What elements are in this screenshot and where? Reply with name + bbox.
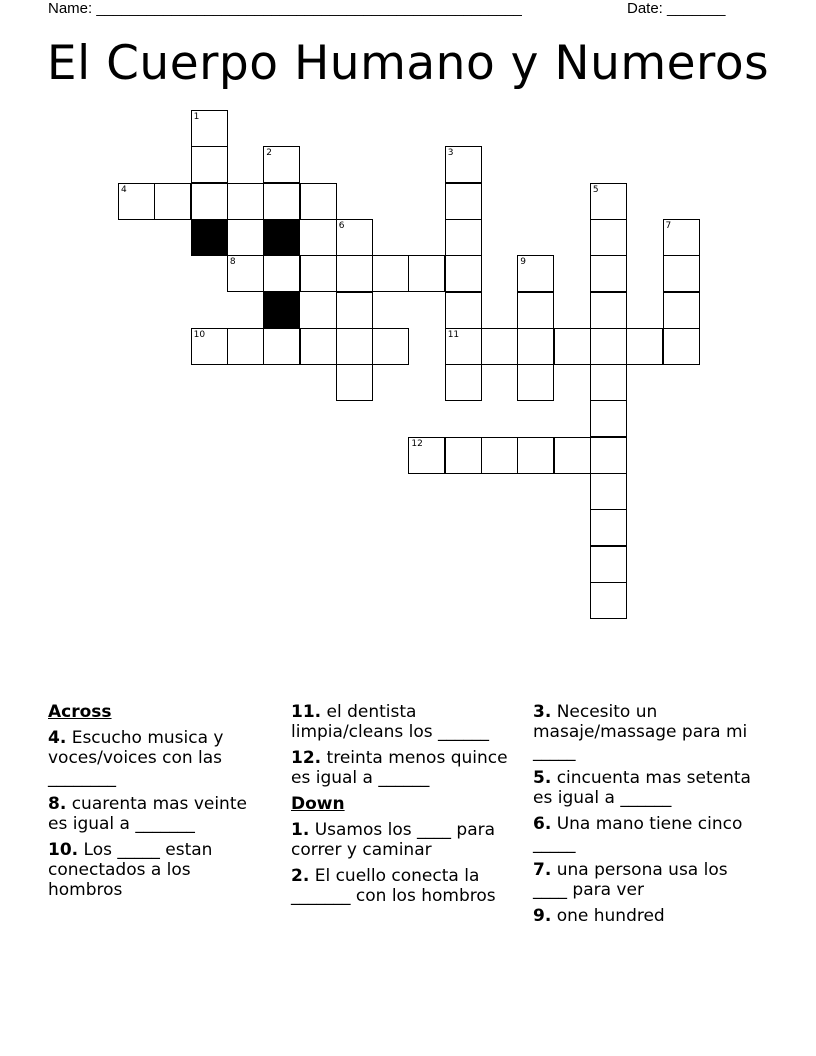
down-clue-5 [533, 768, 763, 808]
grid-cell[interactable] [663, 255, 700, 292]
grid-cell[interactable] [590, 292, 627, 329]
grid-cell[interactable] [481, 437, 518, 474]
grid-cell[interactable] [191, 146, 228, 183]
down-clue-6 [533, 814, 763, 854]
clue-number: 1. [291, 820, 310, 840]
grid-cell[interactable] [590, 219, 627, 256]
grid-cell[interactable] [336, 364, 373, 401]
grid-cell[interactable] [554, 437, 591, 474]
grid-cell[interactable] [590, 546, 627, 583]
grid-cell[interactable] [336, 292, 373, 329]
clue-column-1 [48, 702, 268, 906]
clue-number: 5. [533, 768, 552, 788]
clue-number-label: 7 [665, 220, 672, 231]
grid-cell[interactable] [263, 183, 300, 220]
grid-cell[interactable] [227, 328, 264, 365]
grid-cell[interactable] [372, 328, 409, 365]
down-clue-9 [533, 906, 763, 926]
grid-cell[interactable] [517, 437, 554, 474]
grid-cell[interactable] [445, 219, 482, 256]
clue-number: 11. [291, 702, 322, 722]
grid-cell[interactable] [191, 183, 228, 220]
grid-cell[interactable] [626, 328, 663, 365]
grid-cell-black [191, 219, 228, 256]
grid-cell[interactable] [517, 328, 554, 365]
clue-column-2 [291, 702, 531, 912]
clue-number-label: 10 [193, 329, 206, 340]
puzzle-title: El Cuerpo Humano y Numeros [46, 36, 770, 91]
down-clue-1 [291, 820, 531, 860]
name-field-line: Name: ___________________________________________________ [48, 0, 522, 17]
across-heading: Across [48, 702, 112, 722]
clue-number-label: 11 [447, 329, 460, 340]
clue-text: el dentista limpia/cleans los ______ [291, 702, 490, 742]
clue-text: cincuenta mas setenta es igual a ______ [533, 768, 751, 808]
grid-cell[interactable] [263, 146, 300, 183]
grid-cell[interactable] [554, 328, 591, 365]
grid-cell[interactable] [227, 183, 264, 220]
grid-cell[interactable] [263, 328, 300, 365]
clue-text: Los _____ estan conectados a los hombros [48, 840, 213, 900]
grid-cell[interactable] [590, 437, 627, 474]
grid-cell[interactable] [336, 219, 373, 256]
grid-cell-black [263, 292, 300, 329]
clue-number: 12. [291, 748, 322, 768]
clue-column-3 [533, 702, 763, 932]
across-clue-10 [48, 840, 268, 900]
clue-text: Usamos los ____ para correr y caminar [291, 820, 496, 860]
grid-cell[interactable] [590, 400, 627, 437]
grid-cell[interactable] [154, 183, 191, 220]
clue-number-label: 2 [266, 148, 272, 159]
grid-cell[interactable] [227, 255, 264, 292]
clue-number-label: 1 [193, 112, 200, 122]
clue-text: El cuello conecta la _______ con los hombros [291, 866, 496, 906]
date-field-line: Date: _______ [627, 0, 726, 17]
grid-cell[interactable] [263, 255, 300, 292]
grid-cell[interactable] [372, 255, 409, 292]
grid-cell[interactable] [590, 183, 627, 220]
across-clue-8 [48, 794, 268, 834]
grid-cell[interactable] [663, 328, 700, 365]
clue-number: 8. [48, 794, 67, 814]
grid-cell[interactable] [191, 328, 228, 365]
grid-cell[interactable] [445, 364, 482, 401]
down-clue-2 [291, 866, 531, 906]
grid-cell[interactable] [118, 183, 155, 220]
clue-text: una persona usa los ____ para ver [533, 860, 728, 900]
grid-cell[interactable] [445, 328, 482, 365]
clue-number: 6. [533, 814, 552, 834]
grid-cell[interactable] [300, 183, 337, 220]
grid-cell[interactable] [408, 255, 445, 292]
clue-text: treinta menos quince es igual a ______ [291, 748, 508, 788]
clue-text: cuarenta mas veinte es igual a _______ [48, 794, 247, 834]
grid-cell[interactable] [445, 183, 482, 220]
clue-number-label: 4 [121, 184, 127, 195]
clue-number-label: 9 [520, 257, 527, 268]
across-clue-11 [291, 702, 531, 742]
down-clue-7 [533, 860, 763, 900]
grid-cell[interactable] [517, 364, 554, 401]
clue-number: 2. [291, 866, 310, 886]
grid-cell[interactable] [300, 328, 337, 365]
clue-number-label: 5 [592, 184, 599, 195]
down-clue-3 [533, 702, 763, 762]
grid-cell-black [263, 219, 300, 256]
grid-cell[interactable] [445, 255, 482, 292]
across-clue-4 [48, 728, 268, 788]
grid-cell[interactable] [445, 146, 482, 183]
grid-cell[interactable] [300, 255, 337, 292]
grid-cell[interactable] [517, 255, 554, 292]
grid-cell[interactable] [663, 219, 700, 256]
clue-text: Escucho musica y voces/voices con las ________ [48, 728, 224, 788]
grid-cell[interactable] [336, 255, 373, 292]
across-clue-12 [291, 748, 531, 788]
clue-number: 10. [48, 840, 79, 860]
grid-cell[interactable] [590, 473, 627, 510]
grid-cell[interactable] [590, 328, 627, 365]
grid-cell[interactable] [590, 255, 627, 292]
grid-cell[interactable] [663, 292, 700, 329]
clue-number: 4. [48, 728, 67, 748]
clue-number-label: 12 [411, 438, 423, 449]
grid-cell[interactable] [408, 437, 445, 474]
grid-cell[interactable] [336, 328, 373, 365]
grid-cell[interactable] [445, 292, 482, 329]
grid-cell[interactable] [445, 437, 482, 474]
clue-text: Necesito un masaje/massage para mi _____ [533, 702, 748, 762]
clue-text: one hundred [556, 906, 665, 926]
clue-text: Una mano tiene cinco _____ [533, 814, 743, 854]
clue-number: 9. [533, 906, 552, 926]
clue-number-label: 8 [229, 257, 236, 268]
clue-number-label: 3 [447, 148, 454, 159]
grid-cell[interactable] [590, 364, 627, 401]
down-heading: Down [291, 794, 345, 814]
clue-number-label: 6 [338, 220, 345, 231]
grid-cell[interactable] [517, 292, 554, 329]
grid-cell[interactable] [590, 582, 627, 619]
grid-cell[interactable] [191, 110, 228, 147]
clue-number: 3. [533, 702, 552, 722]
grid-cell[interactable] [481, 328, 518, 365]
grid-cell[interactable] [590, 509, 627, 546]
clue-number: 7. [533, 860, 552, 880]
